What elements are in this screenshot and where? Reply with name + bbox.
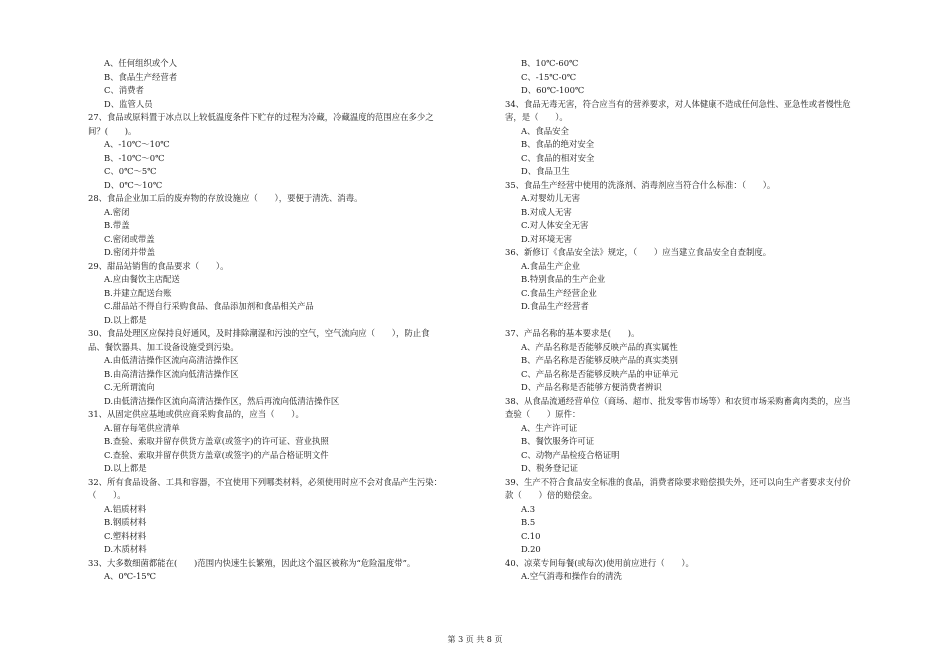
answer-option: C.食品生产经营企业 <box>521 287 597 298</box>
answer-option: A.食品生产企业 <box>521 260 580 271</box>
right-column <box>505 57 883 584</box>
answer-option: A、-10℃～10℃ <box>104 139 170 149</box>
question-line: 27、食品或原料置于冰点以上较低温度条件下贮存的过程为冷藏，冷藏温度的范围应在多少之 <box>88 112 434 122</box>
answer-option: D、食品卫生 <box>521 166 570 176</box>
answer-option: B.查验、索取并留存供货方盖章(或签字)的许可证、营业执照 <box>104 436 329 446</box>
answer-option: A.铝质材料 <box>104 503 147 514</box>
answer-option: A.3 <box>521 503 536 514</box>
answer-option: C、动物产品检疫合格证明 <box>521 449 620 460</box>
question-line: 30、食品处理区应保持良好通风，及时排除潮湿和污浊的空气，空气流向应（ ），防止食 <box>88 328 430 338</box>
question-line: 32、所有食品设备、工具和容器，不宜使用下列哪类材料，必须使用时应不会对食品产生污染： <box>88 476 443 487</box>
answer-option: B.由高清洁操作区流向低清洁操作区 <box>104 368 239 379</box>
answer-option: D、监管人员 <box>104 98 153 109</box>
answer-option: B.带盖 <box>104 220 130 230</box>
answer-option: A、生产许可证 <box>521 422 578 433</box>
answer-option: A.空气消毒和操作台的清洗 <box>521 571 622 581</box>
answer-option: C.密闭或带盖 <box>104 233 155 244</box>
blank-line <box>505 314 883 328</box>
answer-option: C.塑料材料 <box>104 530 147 541</box>
answer-option: B、食品的绝对安全 <box>521 139 595 149</box>
question-line: （ ）。 <box>88 490 126 500</box>
answer-option: D、60℃-100℃ <box>521 85 585 95</box>
answer-option: A.对婴幼儿无害 <box>521 193 580 203</box>
answer-option: C、-15℃-0℃ <box>521 71 577 82</box>
answer-option: D.对环境无害 <box>521 233 572 244</box>
answer-option: C.10 <box>521 530 541 541</box>
answer-option: C.对人体安全无害 <box>521 220 589 230</box>
answer-option: D.以上都是 <box>104 463 147 473</box>
answer-option: D.20 <box>521 544 541 554</box>
answer-option: B、食品生产经营者 <box>104 71 178 82</box>
question-line: 35、食品生产经营中使用的洗涤剂、消毒剂应当符合什么标准：（ ）。 <box>505 179 776 190</box>
answer-option: D、产品名称是否能够方便消费者辨识 <box>521 382 662 392</box>
question-line: 查验（ ）原件： <box>505 409 581 419</box>
answer-option: D.以上都是 <box>104 314 147 325</box>
question-line: 37、产品名称的基本要求是( )。 <box>505 328 640 338</box>
question-line: 36、新修订《食品安全法》规定，（ ）应当建立食品安全自查制度。 <box>505 247 772 257</box>
answer-option: B.并建立配送台账 <box>104 287 172 298</box>
question-line: 害，是（ ）。 <box>505 112 568 122</box>
answer-option: B、10℃-60℃ <box>521 58 579 68</box>
answer-option: B.对成人无害 <box>521 206 572 217</box>
answer-option: D.密闭并带盖 <box>104 247 155 257</box>
answer-option: D.木质材料 <box>104 544 147 554</box>
answer-option: A.密闭 <box>104 206 130 217</box>
answer-option: C、消费者 <box>104 85 144 95</box>
answer-option: A、任何组织或个人 <box>104 58 178 68</box>
answer-option: A、0℃-15℃ <box>104 571 156 581</box>
answer-option: B.5 <box>521 517 536 527</box>
left-column <box>88 57 488 584</box>
page-footer: 第 3 页 共 8 页 <box>447 635 503 644</box>
answer-option: B.特别食品的生产企业 <box>521 274 606 284</box>
question-line: 33、大多数细菌都能在( )范围内快速生长繁殖，因此这个温区被称为“危险温度带”。 <box>88 557 416 568</box>
question-line: 39、生产不符合食品安全标准的食品，消费者除要求赔偿损失外，还可以向生产者要求支付价 <box>505 476 851 487</box>
answer-option: A.由低清洁操作区流向高清洁操作区 <box>104 355 239 365</box>
answer-option: B、产品名称是否能够反映产品的真实类别 <box>521 355 678 365</box>
answer-option: C.查验、索取并留存供货方盖章(或签字)的产品合格证明文件 <box>104 449 329 460</box>
question-line: 款（ ）倍的赔偿金。 <box>505 490 598 500</box>
answer-option: D、0℃～10℃ <box>104 179 163 190</box>
question-line: 38、从食品流通经营单位（商场、超市、批发零售市场等）和农贸市场采购畜禽肉类的，应当 <box>505 395 851 406</box>
question-line: 29、甜品站销售的食品要求（ ）。 <box>88 260 229 271</box>
answer-option: C、产品名称是否能够反映产品的申证单元 <box>521 368 679 379</box>
question-line: 34、食品无毒无害，符合应当有的营养要求，对人体健康不造成任何急性、亚急性或者慢性危 <box>505 98 851 109</box>
question-line: 28、食品企业加工后的废弃物的存放设施应（ ），要便于清洗、消毒。 <box>88 193 363 203</box>
answer-option: A、食品安全 <box>521 125 569 136</box>
answer-option: B、-10℃～0℃ <box>104 152 165 163</box>
answer-option: B.钢质材料 <box>104 517 147 527</box>
answer-option: C.无所谓流向 <box>104 382 155 392</box>
answer-option: D.食品生产经营者 <box>521 301 589 311</box>
question-line: 40、凉菜专间每餐(或每次)使用前应进行（ ）。 <box>505 557 694 568</box>
answer-option: D、税务登记证 <box>521 463 578 473</box>
question-line: 品、餐饮器具、加工设备设施受到污染。 <box>88 341 239 352</box>
answer-option: A、产品名称是否能够反映产品的真实属性 <box>521 341 678 352</box>
answer-option: C、0℃～5℃ <box>104 166 157 176</box>
question-line: 间？( )。 <box>88 125 137 136</box>
answer-option: A.留存每笔供应清单 <box>104 422 180 433</box>
answer-option: B、餐饮服务许可证 <box>521 436 595 446</box>
answer-option: A.应由餐饮主店配送 <box>104 274 180 284</box>
answer-option: D.由低清洁操作区流向高清洁操作区，然后再流向低清洁操作区 <box>104 395 340 406</box>
answer-option: C、食品的相对安全 <box>521 152 595 163</box>
answer-option: C.甜品站不得自行采购食品、食品添加剂和食品相关产品 <box>104 301 314 311</box>
question-line: 31、从固定供应基地或供应商采购食品的，应当（ ）。 <box>88 409 304 419</box>
